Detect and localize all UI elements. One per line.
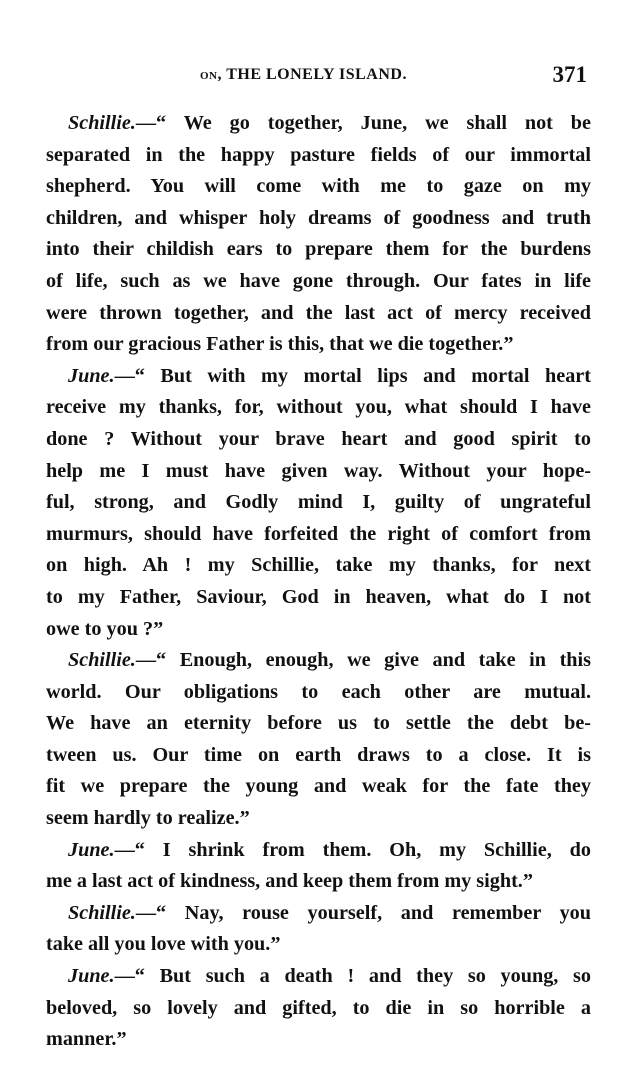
line-text: —“ We go together, June, we shall not be bbox=[135, 112, 591, 134]
dialogue-paragraph bbox=[46, 361, 591, 645]
speaker-name: Schillie. bbox=[68, 649, 136, 672]
text-line bbox=[46, 550, 591, 582]
line-text: —“ But with my mortal lips and mortal heart bbox=[114, 364, 591, 387]
line-text: to my Father, Saviour, God in heaven, what do I not bbox=[46, 585, 591, 608]
text-line bbox=[46, 234, 591, 266]
line-text: We have an eternity before us to settle the debt be- bbox=[46, 712, 591, 735]
text-line bbox=[46, 140, 591, 172]
line-text: were thrown together, and the last act of mercy received bbox=[46, 301, 591, 324]
line-text: —“ Nay, rouse yourself, and remember you bbox=[135, 901, 591, 924]
speaker-name: June. bbox=[68, 364, 115, 387]
text-line bbox=[46, 361, 591, 393]
text-line bbox=[46, 771, 591, 803]
running-title: on, THE LONELY ISLAND. bbox=[200, 66, 407, 83]
text-line bbox=[46, 487, 591, 519]
running-head bbox=[46, 62, 591, 90]
text-line bbox=[46, 424, 591, 456]
text-line bbox=[46, 171, 591, 203]
body-text bbox=[46, 108, 591, 1056]
text-line bbox=[46, 614, 591, 646]
line-text: help me I must have given way. Without your hope- bbox=[46, 459, 591, 482]
text-line bbox=[46, 645, 591, 677]
line-text: seem hardly to realize.” bbox=[46, 807, 250, 830]
line-text: —“ Enough, enough, we give and take in this bbox=[135, 649, 591, 672]
text-line bbox=[46, 961, 591, 993]
line-text: done ? Without your brave heart and good spirit to bbox=[46, 427, 591, 450]
line-text: murmurs, should have forfeited the right of comfort from bbox=[46, 522, 591, 545]
text-line bbox=[46, 298, 591, 330]
text-line bbox=[46, 898, 591, 930]
text-line bbox=[46, 993, 591, 1025]
line-text: owe to you ?” bbox=[46, 617, 164, 640]
line-text: —“ But such a death ! and they so young, so bbox=[114, 965, 591, 988]
text-line bbox=[46, 582, 591, 614]
line-text: receive my thanks, for, without you, what should I have bbox=[46, 396, 591, 419]
line-text: into their childish ears to prepare them for the burdens bbox=[46, 238, 591, 261]
line-text: me a last act of kindness, and keep them from my sight.” bbox=[46, 870, 533, 893]
line-text: ful, strong, and Godly mind I, guilty of ungrateful bbox=[46, 491, 591, 514]
line-text: separated in the happy pasture fields of our immortal bbox=[46, 143, 591, 166]
text-line bbox=[46, 329, 591, 361]
text-line bbox=[46, 456, 591, 488]
text-line bbox=[46, 835, 591, 867]
text-line bbox=[46, 866, 591, 898]
line-text: fit we prepare the young and weak for the fate they bbox=[46, 775, 591, 798]
line-text: shepherd. You will come with me to gaze on my bbox=[46, 175, 591, 198]
line-text: of life, such as we have gone through. Our fates in life bbox=[46, 269, 591, 292]
line-text: children, and whisper holy dreams of goodness and truth bbox=[46, 206, 591, 229]
speaker-name: Schillie. bbox=[68, 112, 136, 134]
line-text: from our gracious Father is this, that we die together.” bbox=[46, 333, 514, 356]
dialogue-paragraph bbox=[46, 898, 591, 961]
line-text: —“ I shrink from them. Oh, my Schillie, do bbox=[114, 838, 591, 861]
text-line bbox=[46, 708, 591, 740]
text-line bbox=[46, 519, 591, 551]
text-line bbox=[46, 929, 591, 961]
dialogue-paragraph bbox=[46, 835, 591, 898]
dialogue-paragraph bbox=[46, 645, 591, 835]
line-text: beloved, so lovely and gifted, to die in so horrible a bbox=[46, 996, 591, 1019]
text-line bbox=[46, 203, 591, 235]
speaker-name: June. bbox=[68, 838, 115, 861]
line-text: on high. Ah ! my Schillie, take my thanks, for next bbox=[46, 554, 591, 577]
line-text: manner.” bbox=[46, 1028, 127, 1051]
text-line bbox=[46, 1024, 591, 1056]
text-line bbox=[46, 266, 591, 298]
text-line bbox=[46, 108, 591, 140]
text-line bbox=[46, 803, 591, 835]
line-text: world. Our obligations to each other are mutual. bbox=[46, 680, 591, 703]
dialogue-paragraph bbox=[46, 108, 591, 361]
page-number: 371 bbox=[552, 62, 587, 87]
speaker-name: June. bbox=[68, 965, 115, 988]
text-line bbox=[46, 677, 591, 709]
dialogue-paragraph bbox=[46, 961, 591, 1056]
line-text: tween us. Our time on earth draws to a close. It is bbox=[46, 743, 591, 766]
line-text: take all you love with you.” bbox=[46, 933, 281, 956]
text-line bbox=[46, 392, 591, 424]
speaker-name: Schillie. bbox=[68, 901, 136, 924]
text-line bbox=[46, 740, 591, 772]
